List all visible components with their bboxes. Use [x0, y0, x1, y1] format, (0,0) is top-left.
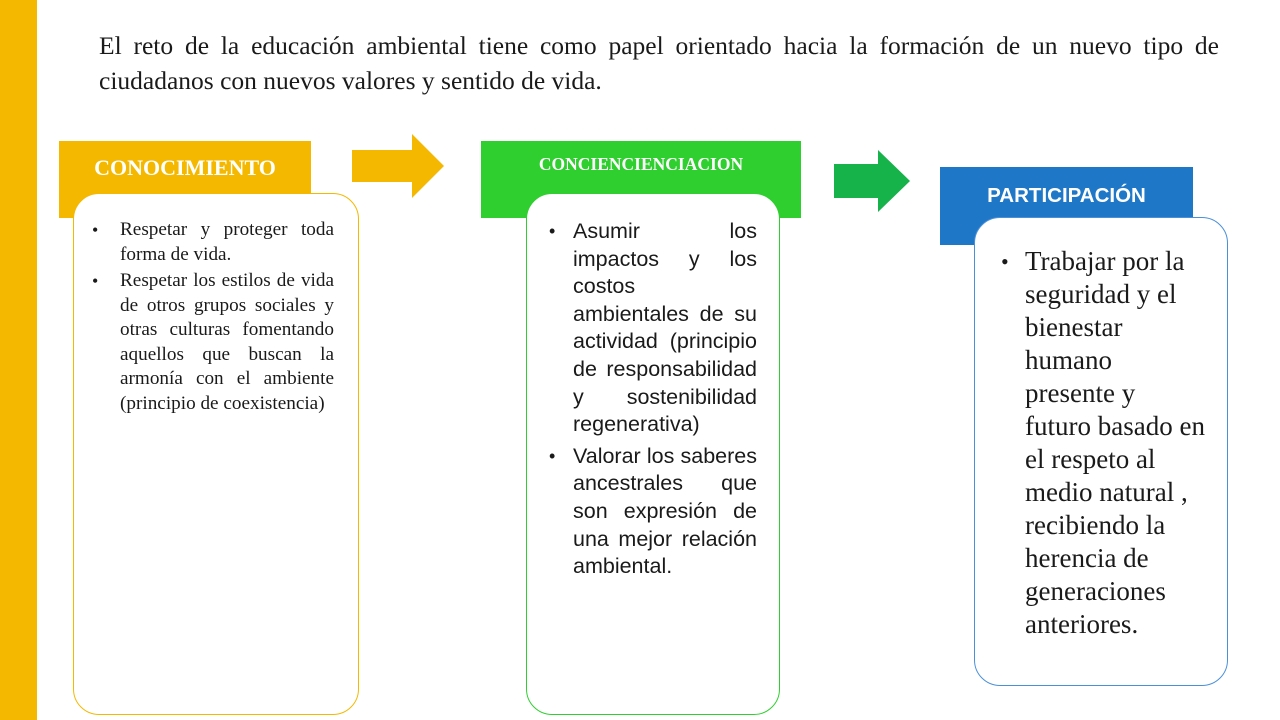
step-participacion-list: [997, 245, 1205, 641]
list-item-text: Asumir los impactos y los costos ambientales de su actividad (principio de responsabilidad y sostenibilidad regenerativa): [573, 219, 757, 437]
step-conocimiento-header: CONOCIMIENTO: [59, 141, 311, 218]
intro-text: El reto de la educación ambiental tiene como papel orientado hacia la formación de un nuevo tipo de ciudadanos con nuevos valores y sentido de vida.: [99, 31, 1219, 95]
step-conocimiento-list: [90, 218, 334, 416]
right-arrow-icon: [834, 150, 910, 212]
step-participacion-card: [974, 217, 1228, 686]
list-item: [549, 443, 757, 581]
step-concienciacion-list: [549, 218, 757, 581]
list-item: [997, 245, 1205, 641]
list-item: [549, 218, 757, 439]
list-item-text: Trabajar por la seguridad y el bienestar humano presente y futuro basado en el respeto al medio natural , recibiendo la herencia de generaciones anteriores.: [1025, 246, 1205, 639]
list-item-text: Valorar los saberes ancestrales que son expresión de una mejor relación ambiental.: [573, 443, 757, 579]
bullet-icon: •: [549, 445, 556, 466]
side-accent-bar: [0, 0, 37, 720]
bullet-icon: •: [549, 221, 556, 241]
step-participacion-header: PARTICIPACIÓN: [940, 167, 1193, 245]
bullet-icon: •: [1001, 249, 1009, 274]
right-arrow-icon: [352, 134, 444, 198]
bullet-icon: •: [92, 271, 99, 291]
step-concienciacion-header: CONCIENCIENCIACION: [481, 141, 801, 218]
step-concienciacion-card: [526, 193, 780, 715]
step-conocimiento-card: [73, 193, 359, 715]
list-item: [90, 218, 334, 267]
list-item: [90, 269, 334, 416]
bullet-icon: •: [92, 220, 99, 240]
list-item-text: Respetar los estilos de vida de otros grupos sociales y otras culturas fomentando aquellos que buscan la armonía con el ambiente (principio de coexistencia): [120, 270, 334, 414]
list-item-text: Respetar y proteger toda forma de vida.: [120, 219, 334, 265]
